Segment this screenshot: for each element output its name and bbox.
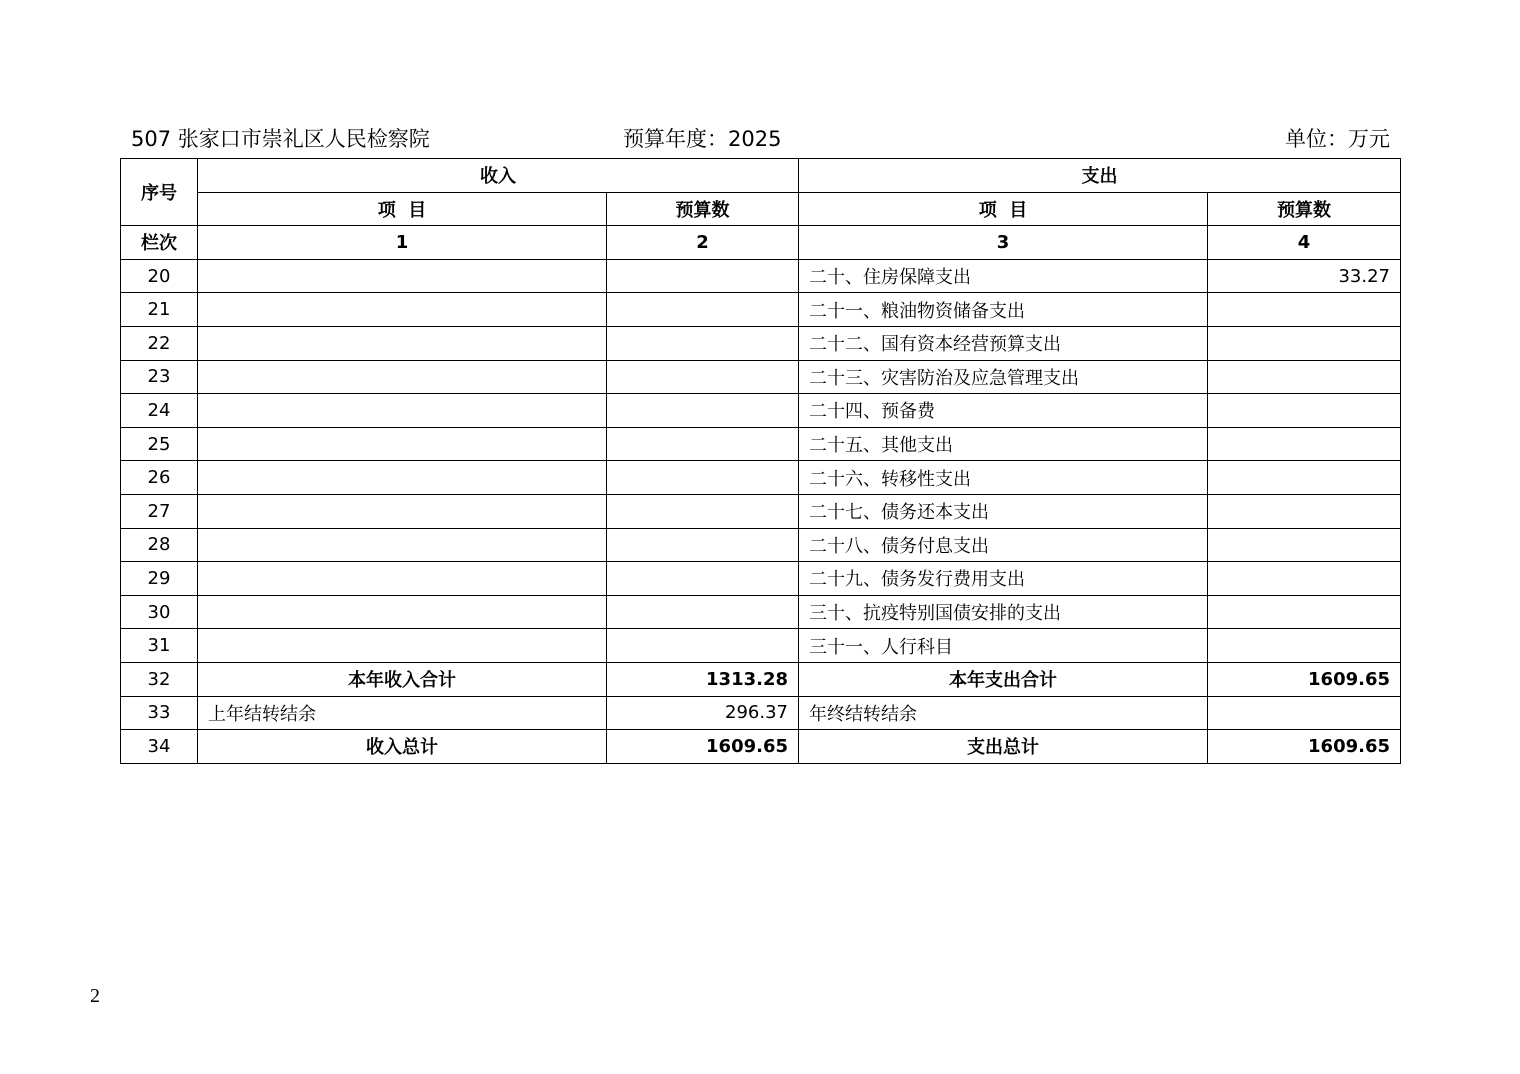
income-amount xyxy=(607,427,799,461)
income-item xyxy=(198,528,607,562)
row-seq: 27 xyxy=(121,494,198,528)
income-item: 收入总计 xyxy=(198,730,607,764)
expense-amount xyxy=(1208,394,1401,428)
table-row xyxy=(121,528,1401,562)
row-seq: 29 xyxy=(121,562,198,596)
column-index-1: 1 xyxy=(198,226,607,260)
expense-item-header: 项 目 xyxy=(799,192,1208,226)
income-item xyxy=(198,427,607,461)
table-row xyxy=(121,494,1401,528)
income-item: 本年收入合计 xyxy=(198,662,607,696)
column-index-4: 4 xyxy=(1208,226,1401,260)
expense-item: 二十五、其他支出 xyxy=(799,427,1208,461)
row-seq: 34 xyxy=(121,730,198,764)
table-row xyxy=(121,326,1401,360)
expense-item: 二十一、粮油物资储备支出 xyxy=(799,293,1208,327)
income-amount xyxy=(607,259,799,293)
expense-amount xyxy=(1208,360,1401,394)
table-row xyxy=(121,360,1401,394)
table-row-grand-total xyxy=(121,730,1401,764)
page-number: 2 xyxy=(90,985,100,1007)
income-item xyxy=(198,629,607,663)
expense-amount: 1609.65 xyxy=(1208,662,1401,696)
row-seq: 33 xyxy=(121,696,198,730)
income-amount xyxy=(607,494,799,528)
table-row xyxy=(121,595,1401,629)
header-row-columns xyxy=(121,192,1401,226)
expense-amount-header: 预算数 xyxy=(1208,192,1401,226)
income-item xyxy=(198,326,607,360)
income-amount xyxy=(607,461,799,495)
expense-item: 二十八、债务付息支出 xyxy=(799,528,1208,562)
row-seq: 28 xyxy=(121,528,198,562)
income-group-header: 收入 xyxy=(198,159,799,193)
table-row xyxy=(121,394,1401,428)
expense-item: 三十一、人行科目 xyxy=(799,629,1208,663)
income-item xyxy=(198,293,607,327)
income-item: 上年结转结余 xyxy=(198,696,607,730)
income-amount xyxy=(607,562,799,596)
row-seq: 22 xyxy=(121,326,198,360)
income-amount: 1313.28 xyxy=(607,662,799,696)
expense-item: 二十七、债务还本支出 xyxy=(799,494,1208,528)
row-seq: 20 xyxy=(121,259,198,293)
row-seq: 21 xyxy=(121,293,198,327)
expense-amount xyxy=(1208,696,1401,730)
income-item xyxy=(198,259,607,293)
income-amount: 1609.65 xyxy=(607,730,799,764)
header-row-groups xyxy=(121,159,1401,193)
income-item xyxy=(198,360,607,394)
expense-amount xyxy=(1208,595,1401,629)
table-row xyxy=(121,427,1401,461)
table-row xyxy=(121,562,1401,596)
row-seq: 30 xyxy=(121,595,198,629)
income-amount xyxy=(607,293,799,327)
row-seq: 31 xyxy=(121,629,198,663)
table-row xyxy=(121,629,1401,663)
expense-amount xyxy=(1208,629,1401,663)
expense-item: 二十六、转移性支出 xyxy=(799,461,1208,495)
income-item xyxy=(198,494,607,528)
expense-item: 二十、住房保障支出 xyxy=(799,259,1208,293)
row-seq: 32 xyxy=(121,662,198,696)
income-amount: 296.37 xyxy=(607,696,799,730)
income-item xyxy=(198,562,607,596)
expense-amount: 33.27 xyxy=(1208,259,1401,293)
expense-item: 二十四、预备费 xyxy=(799,394,1208,428)
income-item xyxy=(198,394,607,428)
expense-item: 二十二、国有资本经营预算支出 xyxy=(799,326,1208,360)
row-seq: 25 xyxy=(121,427,198,461)
expense-amount xyxy=(1208,528,1401,562)
expense-amount xyxy=(1208,293,1401,327)
table-row xyxy=(121,461,1401,495)
table-row xyxy=(121,259,1401,293)
expense-amount xyxy=(1208,494,1401,528)
column-index-2: 2 xyxy=(607,226,799,260)
table-row xyxy=(121,293,1401,327)
expense-amount xyxy=(1208,326,1401,360)
expense-amount xyxy=(1208,427,1401,461)
expense-item: 二十九、债务发行费用支出 xyxy=(799,562,1208,596)
expense-item: 二十三、灾害防治及应急管理支出 xyxy=(799,360,1208,394)
income-amount xyxy=(607,326,799,360)
expense-item: 年终结转结余 xyxy=(799,696,1208,730)
column-index-label: 栏次 xyxy=(121,226,198,260)
expense-item: 支出总计 xyxy=(799,730,1208,764)
income-item-header: 项 目 xyxy=(198,192,607,226)
income-item xyxy=(198,595,607,629)
row-seq: 26 xyxy=(121,461,198,495)
income-amount xyxy=(607,629,799,663)
seq-header: 序号 xyxy=(121,159,198,226)
budget-year: 预算年度：2025 xyxy=(623,127,782,151)
table-row-total-current-year xyxy=(121,662,1401,696)
currency-unit: 单位：万元 xyxy=(1285,127,1390,151)
expense-group-header: 支出 xyxy=(799,159,1401,193)
budget-table xyxy=(120,158,1401,764)
expense-item: 本年支出合计 xyxy=(799,662,1208,696)
row-seq: 23 xyxy=(121,360,198,394)
expense-amount xyxy=(1208,562,1401,596)
expense-amount xyxy=(1208,461,1401,495)
income-item xyxy=(198,461,607,495)
expense-amount: 1609.65 xyxy=(1208,730,1401,764)
income-amount xyxy=(607,595,799,629)
column-index-3: 3 xyxy=(799,226,1208,260)
table-row-carryover xyxy=(121,696,1401,730)
income-amount-header: 预算数 xyxy=(607,192,799,226)
income-amount xyxy=(607,360,799,394)
column-index-row xyxy=(121,226,1401,260)
row-seq: 24 xyxy=(121,394,198,428)
income-amount xyxy=(607,394,799,428)
expense-item: 三十、抗疫特别国债安排的支出 xyxy=(799,595,1208,629)
organization-name: 507 张家口市崇礼区人民检察院 xyxy=(131,127,430,151)
income-amount xyxy=(607,528,799,562)
